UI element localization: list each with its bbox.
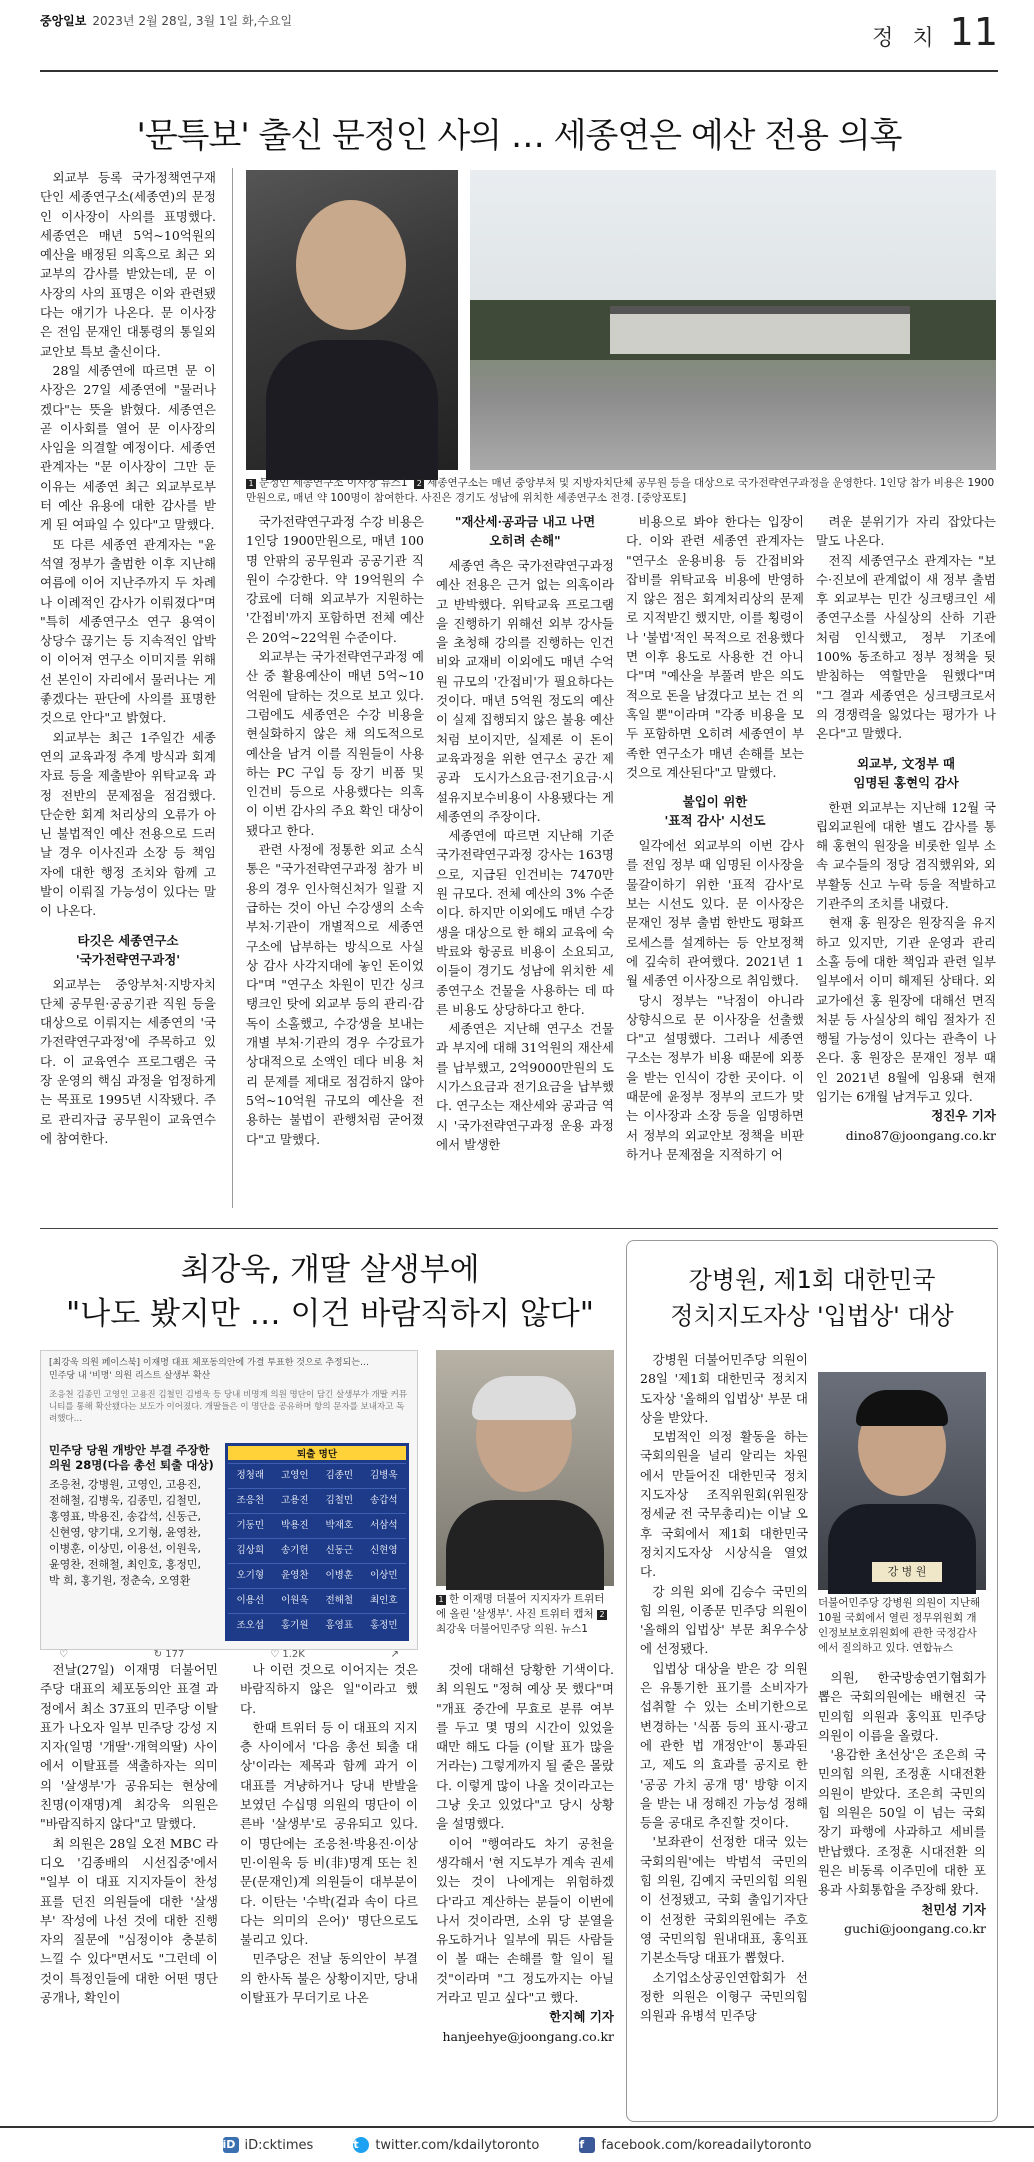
byline-name: 한지혜 기자 xyxy=(549,2009,614,2025)
photo-choi-kang-wook xyxy=(436,1350,614,1586)
paragraph: 일각에선 외교부의 이번 감사를 전임 정부 때 임명된 이사장을 물갈이하기 위한 '표적 감사'로 보는 시선도 있다. 문 이사장은 문재인 정부 출범 한반도 평화프로세스를 설계하는 등 안보정책에 깊숙히 관여했다. 2021년 1월 세종연 이사장으로 취임했다. xyxy=(626,838,804,989)
table-row xyxy=(228,1488,406,1513)
footer-twitter[interactable]: t twitter.com/kdailytoronto xyxy=(353,2137,540,2153)
paper-name: 중앙일보 xyxy=(40,14,87,28)
byline-name: 정진우 기자 xyxy=(931,1108,996,1124)
article1-col2 xyxy=(246,512,424,1208)
table-cell: 조오섭 xyxy=(236,1620,265,1631)
table-cell: 이용선 xyxy=(236,1595,265,1606)
building xyxy=(610,310,910,354)
paragraph: 외교부는 중앙부처·지방자치단체 공무원·공공기관 직원 등을 대상으로 이뤄지는 세종연의 '국가전략연구과정'에 주목하고 있다. 이 교육연수 프로그램은 국장 운영의 핵심 과정을 엄정하게는 목표로 1995년 시작됐다. 주로 관리자급 공무원이 교육연수에 참여한다. xyxy=(40,976,216,1146)
table-header: 퇴출 명단 xyxy=(228,1446,406,1460)
column-divider xyxy=(232,168,233,1208)
paragraph: 한때 트위터 등 이 대표의 지지층 사이에서 '다음 총선 퇴출 대상'이라는 제목과 함께 과거 이 대표를 겨냥하거나 당내 반발을 보였던 수십명 의원의 명단이 이른바 '살생부'로 공유되고 있다. 이 명단에는 조응천·박용진·이상민·이원욱 등 비(非)명계 또는 친문(문재인)계 의원들이 대부분이다. 이탄는 '수박(겉과 속이 다르다는 의미의 은어)' 명단으로도 불리고 있다. xyxy=(240,1719,418,1948)
page-number: 11 xyxy=(949,10,998,54)
nameplate: 강 병 원 xyxy=(872,1562,942,1582)
table-body xyxy=(228,1463,406,1638)
article1-headline: '문특보' 출신 문정인 사의 … 세종연은 예산 전용 의혹 xyxy=(136,116,902,156)
paragraph: 전날(27일) 이재명 더불어민주당 대표의 체포동의안 표결 과정에서 최소 37표의 민주당 이탈표가 나오자 일부 민주당 강성 지지자(일명 '개딸'·개혁의딸) 사이에서 이탈표를 색출하자는 의미의 '살생부'가 공유되는 현상에 친명(이재명)계 최강욱 의원은 "바람직하지 않다"고 말했다. xyxy=(40,1662,218,1832)
table-cell: 이원욱 xyxy=(280,1595,309,1606)
paragraph: 이어 "행여라도 차기 공천을 생각해서 '현 지도부가 계속 권세 있는 것이 나에게는 위험하겠다'라고 계산하는 분들이 이번에 나서 것이라면, 소위 당 분열을 유도하거나 일부에 뭐든 사람들이 볼 때는 손해를 할 일이 될 것"이라며 "그 정도까지는 아닐 거라고 믿고 싶다"고 했다. xyxy=(436,1835,614,2006)
article1-col3 xyxy=(436,512,614,1208)
table-cell: 윤영찬 xyxy=(280,1570,309,1581)
photo-kang-byung-won xyxy=(818,1372,986,1590)
photo-caption: 더불어민주당 강병원 의원이 지난해 10월 국회에서 열린 정무위원회 개인정보보호위원회에 관한 국정감사에서 질의하고 있다. 연합뉴스 xyxy=(818,1597,981,1654)
table-cell: 홍정민 xyxy=(369,1620,398,1631)
paragraph: 현재 홍 원장은 원장직을 유지하고 있지만, 기관 운영과 관리 소홀 등에 대한 책임과 관련 일부 일부에서 이미 해제된 상태다. 외교가에선 홍 원장에 대해선 면직 처분 등 사실상의 해임 절차가 진행될 가능성이 있다는 관측이 나온다. 홍 원장은 문재인 정부 때인 2021년 8월에 임용돼 현재 임기는 6개월 남겨두고 있다. xyxy=(816,915,996,1105)
article2-col2 xyxy=(240,1660,418,2120)
portrait-suit xyxy=(266,340,438,480)
table-cell: 박재호 xyxy=(325,1520,354,1531)
subheading: "재산세·공과금 내고 나면 오히려 손해" xyxy=(454,514,596,548)
section-name: 정 치 xyxy=(872,26,940,51)
article3-col2 xyxy=(818,1668,986,2118)
table-cell: 송갑석 xyxy=(369,1495,398,1506)
paragraph: 세종연 측은 국가전략연구과정 예산 전용은 근거 없는 의혹이라고 반박했다. 위탁교육 프로그램을 진행하기 위해선 외부 강사들을 초청해 강의를 진행하는 인건비와 교재비 이외에도 매년 수억원 규모의 '간접비'가 필요하다는 것이다. 매년 5억원 정도의 예산이 실제 집행되지 않은 불용 예산처럼 보이지만, 실제론 이 돈이 교육과정을 위한 연구소 공간 제공과 도시가스요금·전기요금·시설유지보수비용이 사용됐다는 게 세종연의 주장이다. xyxy=(436,558,614,824)
kill-list-banner: 민주당 당원 개방안 부결 주장한 의원 28명(다음 총선 퇴출 대상) xyxy=(49,1443,214,1472)
article3-headline: 강병원, 제1회 대한민국 정치지도자상 '입법상' 대상 xyxy=(670,1266,954,1330)
table-row xyxy=(228,1538,406,1563)
masthead xyxy=(40,12,292,29)
page-marker xyxy=(872,10,998,54)
table-cell: 전해철 xyxy=(325,1595,354,1606)
byline-name: 천민성 기자 xyxy=(921,1901,986,1917)
footer-id: iD iD:cktimes xyxy=(222,2137,314,2153)
paragraph: 관련 사정에 정통한 외교 소식통은 "국가전략연구과정 참가 비용의 경우 인사혁신처가 일괄 지급하는 것이 아닌 수강생의 소속 부처·기관이 개별적으로 세종연구소에 납부하는 방식으로 사실상 감사 사각지대에 놓인 돈이었다"며 "연구소 차원이 민간 싱크탱크인 탓에 외교부 등의 관리·감독이 소홀했고, 수강생을 보내는 개별 부처·기관의 경우 수강료가 상대적으로 소액인 데다 비용 처리 문제를 제대로 점검하지 않아 5억~10억원 규모의 예산을 전용하는 불법이 관행처럼 굳어졌다"고 말했다. xyxy=(246,842,424,1147)
table-row xyxy=(228,1588,406,1613)
paragraph: 또 다른 세종연 관계자는 "윤석열 정부가 출범한 이후 지난해 여름에 이어 지난주까지 두 차례나 이례적인 감사가 이뤄졌다"며 "특히 세종연구소 연구 용역이 상당수 끊기는 등 지속적인 압박이 이어져 연구소 이미지를 위해선 본인이 자리에서 물러나는 게 좋겠다는 판단에 사의를 표명한 것으로 안다"고 밝혔다. xyxy=(40,536,216,726)
table-cell: 김상희 xyxy=(236,1545,265,1556)
photo-caption: 1 한 이재명 더불어 지지자가 트위터에 올린 '살생부'. 사진 트위터 캡처 2최강욱 더불어민주당 의원. 뉴스1 xyxy=(436,1592,614,1650)
paragraph: 당시 정부는 "낙점이 아니라 상향식으로 문 이사장을 선출했다"고 설명했다. 그러나 세종연구소는 정부가 비용 때문에 외풍을 받는 인식이 강한 곳이다. 이 때문에 윤정부 정부의 코드가 맞는 이사장과 소장 등을 임명하면서 정부의 외교안보 정책을 비판하거나 문제점을 지적하기 어 xyxy=(626,992,804,1162)
subheading: 불입이 위한 '표적 감사' 시선도 xyxy=(664,794,766,829)
paragraph: 비용으로 봐야 한다는 입장이다. 이와 관련 세종연 관계자는 "연구소 운용비용 등 간접비와 잡비를 위탁교육 비용에 반영하지 않은 점은 회계처리상의 문제로 지적받긴 했지만, 이를 횡령이나 '불법'적인 목적으로 전용했다면 이후 용도로 사용한 건 아니다"며 "예산을 부풀려 받은 의도적으로 돈을 남겼다고 보는 건 의혹일 뿐"이라며 "각종 비용을 모두 포함하면 오히려 세종연이 부족한 연구소가 매년 손해를 보는 것으로 계산된다"고 말했다. xyxy=(626,514,804,780)
paragraph: 28일 세종연에 따르면 문 이사장은 27일 세종연에 "물러나겠다"는 뜻을 밝혔다. 세종연은 곧 이사회를 열어 문 이사장의 사임을 의결할 예정이다. 세종연 관계자는 "문 이사장이 그만 둔 이유는 세종연 최근 외교부로부터 예산 유용에 대한 감사를 받게 된 여파일 수 있다"고 말했다. xyxy=(40,362,216,533)
table-row xyxy=(228,1513,406,1538)
top-rule xyxy=(40,70,998,72)
article2-headline: 최강욱, 개딸 살생부에 "나도 봤지만 … 이건 바람직하지 않다" xyxy=(65,1252,595,1332)
table-row xyxy=(228,1563,406,1588)
table-cell: 고용진 xyxy=(280,1495,309,1506)
byline-email: guchi@joongang.co.kr xyxy=(844,1920,986,1936)
table-cell: 오기형 xyxy=(236,1570,265,1581)
kill-list-table xyxy=(225,1443,409,1641)
portrait-face xyxy=(296,200,406,330)
paragraph: '보좌관이 선정한 대국 있는 국회의원'에는 박범석 국민의힘 의원, 김예지 국민의힘 의원이 선정됐고, 국회 출입기자단이 선정한 국회의원에는 주호영 국민의힘 원내대표, 홍익표 기본소득당 대표가 뽑혔다. xyxy=(640,1834,808,1966)
table-cell: 김병욱 xyxy=(369,1470,398,1481)
article1-col5 xyxy=(816,512,996,1208)
sns-body: 조응천 김종민 고영인 고용진 김철민 김병욱 등 당내 비명계 의원 명단이 담긴 살생부가 개딸 커뮤니티를 통해 확산됐다는 보도가 이어졌다. 개딸들은 이 명단을 공유하며 항의 문자를 보내자고 독려했다… xyxy=(49,1390,408,1424)
sns-header: [최강욱 의원 페이스북] 이재명 대표 체포동의안에 가결 투표한 것으로 추정되는… 민주당 내 '비명' 의원 리스트 살생부 확산 xyxy=(49,1358,369,1381)
paragraph: 외교부는 최근 1주일간 세종연의 교육과정 추계 방식과 회계자료 등을 제출받아 위탁교육 과정 전반의 문제점을 점검했다. 단순한 회계 처리상의 오류가 아닌 불법적인 예산 전용으로 드러날 경우 이사진과 소장 등 책임자에 대한 행정 조치와 함께 고발이 이뤄질 가능성이 있다는 말이 나온다. xyxy=(40,729,216,919)
table-cell: 송기헌 xyxy=(280,1545,309,1556)
paragraph: '용감한 초선상'은 조은희 국민의힘 의원, 조정훈 시대전환 의원이 받았다. 조은희 국민의힘 의원은 50일 이 넘는 국회 장기 파행에 사과하고 세비를 반납했다. 조정훈 시대전환 의원은 비동록 이주민에 대한 포용과 사회통합을 주장해 왔다. xyxy=(818,1747,986,1898)
article1-col4 xyxy=(626,512,804,1208)
facebook-icon: f xyxy=(579,2137,595,2153)
photo-sejong-institute xyxy=(470,170,996,470)
paragraph: 세종연에 따르면 지난해 기준 국가전략연구과정 강사는 163명으로, 지급된 인건비는 7470만원 규모다. 전체 예산의 3% 수준이다. 하지만 이외에도 매년 수강생을 대상으로 한 해외 교육에 숙박료와 항공료 비용이 소요되고, 이들이 경기도 성남에 위치한 세종연구소 건물을 사용하는 데 따른 비용도 상당하다고 한다. xyxy=(436,828,614,1017)
table-cell: 서삼석 xyxy=(369,1520,398,1531)
table-cell: 김종민 xyxy=(325,1470,354,1481)
roof xyxy=(610,306,910,314)
paragraph: 국가전략연구과정 수강 비용은 1인당 1900만원으로, 매년 100명 안팎의 공무원과 공공기관 직원이 수강한다. 약 19억원의 수강료에 더해 외교부가 지원하는 '간접비'까지 포함하면 전체 예산은 20억~22억원 수준이다. xyxy=(246,514,424,645)
article1-col1 xyxy=(40,168,216,1208)
table-cell: 최인호 xyxy=(369,1595,398,1606)
portrait-hair xyxy=(472,1376,576,1420)
sns-stats: ♡ ↻ 177 ♡ 1.2K ↗ xyxy=(59,1649,399,1660)
table-cell: 이상민 xyxy=(369,1570,398,1581)
portrait-suit xyxy=(446,1500,604,1590)
portrait-hair xyxy=(856,1390,948,1426)
paragraph: 강병원 더불어민주당 의원이 28일 '제1회 대한민국 정치지도자상 '올해의 입법상' 부문 대상을 받았다. xyxy=(640,1352,808,1425)
table-cell: 이병훈 xyxy=(325,1570,354,1581)
table-row xyxy=(228,1463,406,1488)
paragraph: 외교부는 국가전략연구과정 예산 중 활용예산이 매년 5억~10억원에 달하는 것으로 보고 있다. 그럼에도 세종연은 수강 비용을 현실화하지 않은 채 의도적으로 예산을 남겨 이를 직원들이 사용하는 PC 구입 등 장기 비품 및 인건비 등으로 사용했다는 의혹이 이번 감사의 주요 확인 대상이 됐다고 한다. xyxy=(246,649,424,838)
table-cell: 조응천 xyxy=(236,1495,265,1506)
paragraph: 강 의원 외에 김승수 국민의힘 의원, 이종문 민주당 의원이 '올해의 입법상' 부문 최우수상에 선정됐다. xyxy=(640,1583,808,1657)
paragraph: 나 이런 것으로 이어지는 것은 바람직하지 않은 일"이라고 했다. xyxy=(240,1662,418,1716)
paragraph: 한편 외교부는 지난해 12월 국립외교원에 대한 별도 감사를 통해 홍현익 원장을 비롯한 일부 소속 교수들의 정당 겸직했위와, 외부활동 신고 누락 등을 적발하고 기관주의 조치를 내렸다. xyxy=(816,799,996,912)
table-cell: 김철민 xyxy=(325,1495,354,1506)
table-cell: 홍기원 xyxy=(280,1620,309,1631)
paragraph: 입법상 대상을 받은 강 의원은 유통기한 표기를 소비자가 섭취할 수 있는 소비기한으로 변경하는 '식품 등의 표시·광고에 관한 법 개정안'이 통과된 고, 제도 의 효과를 공지로 한 '공공 가치 공개 명' 방향 이지을 받는 내 정해진 가능성 정해 등을 공대로 추진할 것이다. xyxy=(640,1660,808,1831)
paragraph: 민주당은 전날 동의안이 부결의 한사독 불은 상황이지만, 당내 이탈표가 무더기로 나온 xyxy=(240,1951,418,2006)
photo-caption: 1 문정인 세종연구소 이사장 뉴스1 2 세종연구소는 매년 중앙부처 및 지방자치단체 공무원 등을 대상으로 국가전략연구과정을 운영한다. 1인당 참가 비용은 1900만원으로, 매년 약 100명이 참여한다. 사진은 경기도 성남에 위치한 세종연구소 전경. [중앙포토] xyxy=(246,477,995,504)
table-cell: 신동근 xyxy=(325,1545,354,1556)
id-icon: iD xyxy=(223,2137,239,2153)
table-cell: 홍영표 xyxy=(325,1620,354,1631)
paragraph: 소기업소상공인연합회가 선정한 의원은 이형구 국민의힘 의원과 유병석 민주당 xyxy=(640,1969,808,2024)
issue-date: 2023년 2월 28일, 3월 1일 화,수요일 xyxy=(92,14,293,28)
table-cell: 기동민 xyxy=(236,1520,265,1531)
paragraph: 려운 분위기가 자리 잡았다는 말도 나온다. xyxy=(816,514,996,549)
paragraph: 전직 세종연구소 관계자는 "보수·진보에 관계없이 새 정부 출범 후 외교부는 민간 싱크탱크인 세종연구소를 사실상의 산하 기관처럼 인식했고, 정부 기조에 100% 동조하고 정부 정책을 뒷받침하는 역할만을 원했다"며 "그 결과 세종연은 싱크탱크로서의 경쟁력을 잃었다는 평가가 나온다"고 말했다. xyxy=(816,552,996,742)
table-cell: 고영인 xyxy=(280,1470,309,1481)
subheading: 타깃은 세종연구소 '국가전략연구과정' xyxy=(75,932,181,967)
subheading: 외교부, 文정부 때 임명된 홍현익 감사 xyxy=(853,755,959,790)
paragraph: 의원, 한국방송연기협회가 뽑은 국회의원에는 배현진 국민의힘 의원과 홍익표 민주당 의원이 이름을 올렸다. xyxy=(818,1670,986,1743)
paragraph: 모범적인 의정 활동을 하는 국회의원을 널리 알리는 차원에서 만들어진 대한민국 정치지도자상 조직위원회(위원장 정세균 전 국무총리)는 이날 오후 국회에서 제1회 대한민국 정치지도자상 시상식을 열었다. xyxy=(640,1429,808,1580)
article3-col1 xyxy=(640,1350,808,2118)
paragraph: 최 의원은 28일 오전 MBC 라디오 '김종배의 시선집중'에서 "일부 이 대표 지지자들이 찬성표를 던진 의원들에 대한 '살생부' 작성에 나선 것에 대한 진행자의 질문에 "심정이야 충분히 느낄 수 있다"면서도 "그런데 이것이 특정인들에 대한 어떤 명단공개나, 확인이 xyxy=(40,1835,218,2006)
paragraph: 것에 대해선 당황한 기색이다. 최 의원도 "정혀 예상 못 했다"며 "개표 중간에 무효로 분류 여부를 두고 몇 명의 시간이 있었을 때만 해도 다들 (이탈 표가 많을 거라는) 그렇게까지 될 줄은 몰랐다. 이렇게 많이 나올 것이라고는 그냥 웃고 있었다"고 당시 상황을 설명했다. xyxy=(436,1662,614,1832)
footer xyxy=(0,2126,1034,2162)
article-divider xyxy=(40,1228,998,1229)
table-row xyxy=(228,1613,406,1638)
twitter-icon: t xyxy=(353,2137,369,2153)
paragraph: 세종연은 지난해 연구소 건물과 부지에 대해 31억원의 재산세를 납부했고, 2억9000만원의 도시가스요금과 전기요금을 납부했다. 연구소는 재산세와 공과금 역시 '국가전략연구과정 운용 과정에서 발생한 xyxy=(436,1021,614,1152)
table-cell: 신현영 xyxy=(369,1545,398,1556)
article2-col1 xyxy=(40,1660,218,2120)
table-cell: 박용진 xyxy=(280,1520,309,1531)
kill-list-names: 민주당 당원 개방안 부결 주장한 의원 28명(다음 총선 퇴출 대상) 조응천, 강병원, 고영인, 고용진, 전해철, 김병욱, 김종민, 김철민, 홍영표, 박용진, 송갑석, 신동근, 신현영, 양기대, 오기형, 윤영찬, 이병훈, 이상민, 이용선, 이원욱, 윤영찬, 전해철, 최인호, 홍정민, 박 희, 홍기원, 정춘숙, 오영환 xyxy=(49,1443,219,1641)
paragraph: 외교부 등록 국가정책연구재단인 세종연구소(세종연)의 문정인 이사장이 사의를 표명했다. 세종연은 매년 5억~10억원의 예산을 배정된 의혹으로 최근 외교부의 감사를 받았는데, 문 이사장의 사의 표명은 이와 관련됐다는 얘기가 나온다. 문 이사장은 전임 문재인 대통령의 통일외교안보 특보 출신이다. xyxy=(40,170,216,359)
footer-facebook[interactable]: f facebook.com/koreadailytoronto xyxy=(579,2137,812,2153)
byline-email: hanjeehye@joongang.co.kr xyxy=(442,2028,614,2044)
photo-moon-chung-in xyxy=(246,170,458,470)
table-cell: 정청래 xyxy=(236,1470,265,1481)
article2-col3 xyxy=(436,1660,614,2120)
sns-screenshot xyxy=(40,1350,418,1660)
byline-email: dino87@joongang.co.kr xyxy=(845,1127,996,1143)
